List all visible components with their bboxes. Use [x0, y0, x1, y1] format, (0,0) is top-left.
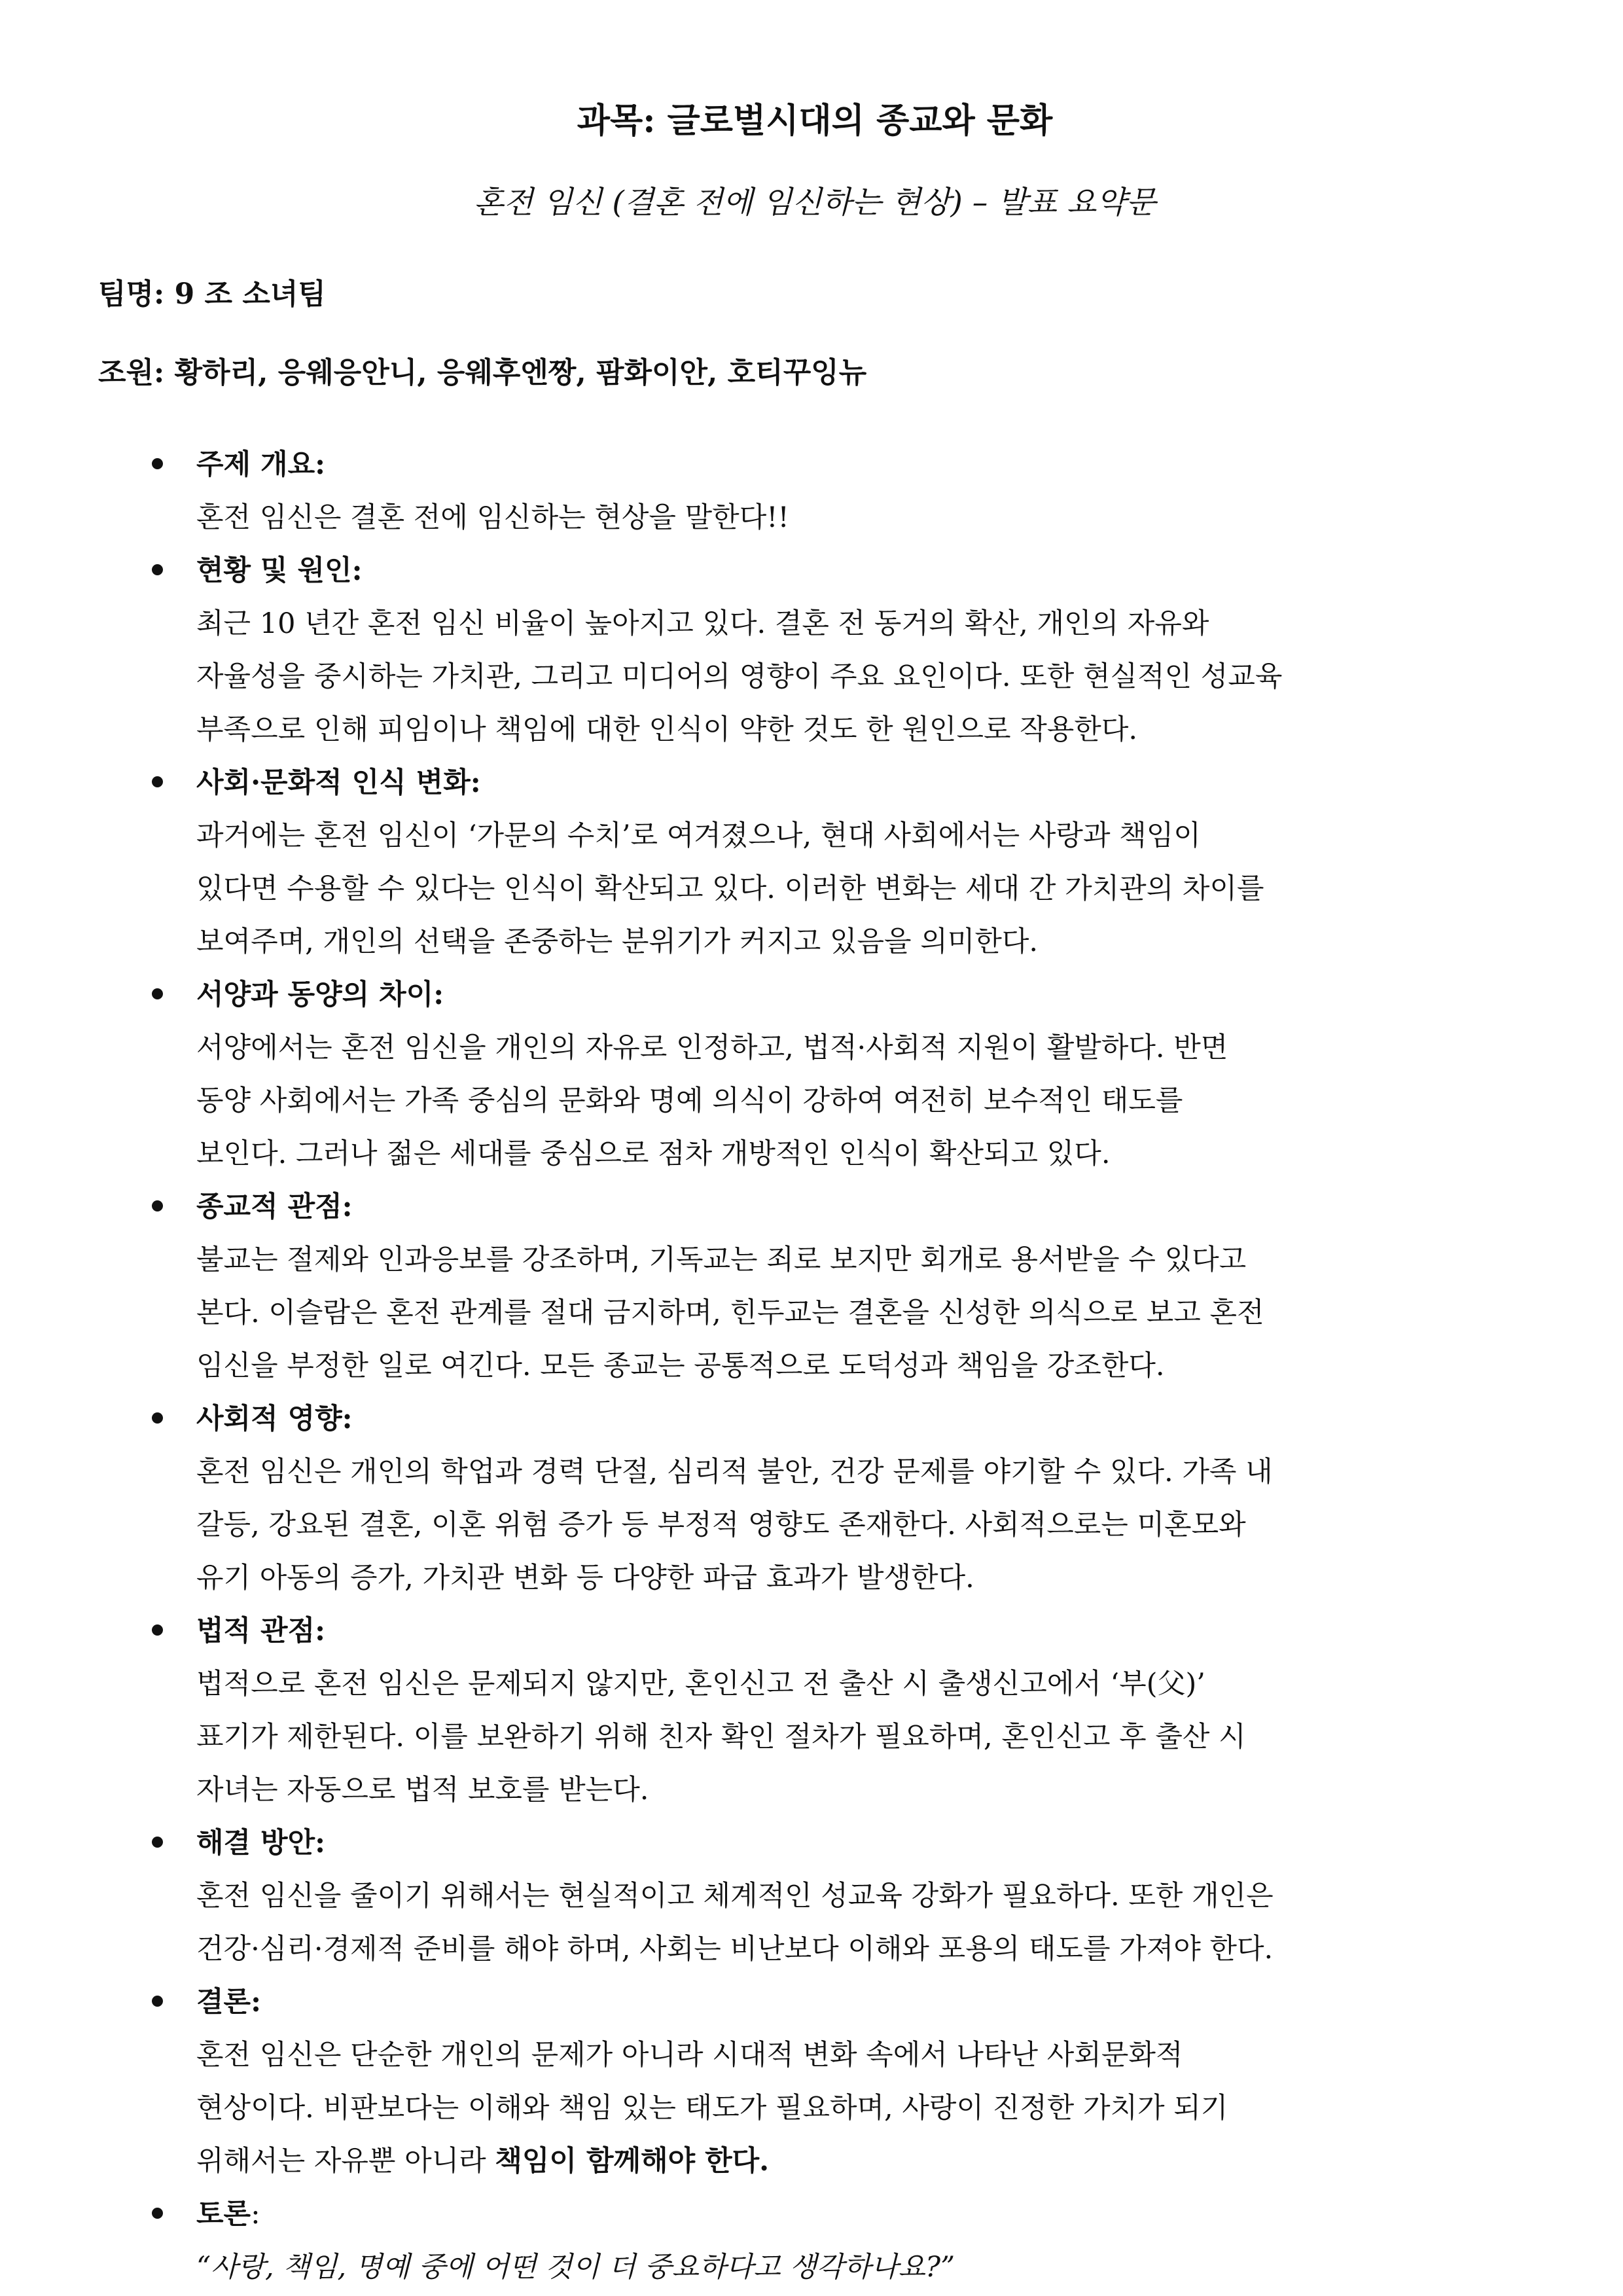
body-line	[196, 2135, 1531, 2188]
section-legal-perspective	[98, 1605, 1531, 1817]
bullet-icon	[152, 988, 163, 999]
body-line: 표기가 제한된다. 이를 보완하기 위해 친자 확인 절차가 필요하며, 혼인신고 후 출산 시	[196, 1721, 1246, 1753]
section-body	[196, 1870, 1531, 1976]
section-body	[196, 2029, 1531, 2188]
body-line: 혼전 임신은 개인의 학업과 경력 단절, 심리적 불안, 건강 문제를 야기할 수 있다. 가족 내	[196, 1456, 1273, 1488]
body-line: 최근 10 년간 혼전 임신 비율이 높아지고 있다. 결혼 전 동거의 확산, 개인의 자유와	[196, 607, 1209, 640]
body-line: 현상이다. 비판보다는 이해와 책임 있는 태도가 필요하며, 사랑이 진정한 가치가 되기	[196, 2092, 1228, 2125]
body-line: 보인다. 그러나 젊은 세대를 중심으로 점차 개방적인 인식이 확산되고 있다.	[196, 1138, 1111, 1170]
section-social-cultural-change	[98, 757, 1531, 969]
body-line: 서양에서는 혼전 임신을 개인의 자유로 인정하고, 법적·사회적 지원이 활발하다. 반면	[196, 1031, 1228, 1064]
section-body	[196, 810, 1531, 969]
body-line: 법적으로 혼전 임신은 문제되지 않지만, 혼인신고 전 출산 시 출생신고에서 ‘부(父)’	[196, 1668, 1205, 1700]
body-line: 부족으로 인해 피임이나 책임에 대한 인식이 약한 것도 한 원인으로 작용한다.	[196, 713, 1138, 746]
body-line: 보여주며, 개인의 선택을 존중하는 분위기가 커지고 있음을 의미한다.	[196, 925, 1039, 958]
body-line: 혼전 임신을 줄이기 위해서는 현실적이고 체계적인 성교육 강화가 필요하다. 또한 개인은	[196, 1880, 1274, 1912]
section-body	[196, 492, 1531, 545]
summary-sections	[98, 439, 1531, 2294]
section-religious-perspective	[98, 1181, 1531, 1393]
heading-colon: :	[251, 2198, 260, 2231]
body-line: 불교는 절제와 인과응보를 강조하며, 기독교는 죄로 보지만 회개로 용서받을 수 있다고	[196, 1244, 1247, 1276]
section-body	[196, 1658, 1531, 1817]
body-line: 혼전 임신은 결혼 전에 임신하는 현상을 말한다!!	[196, 501, 789, 534]
section-heading: 결론:	[196, 1986, 261, 2018]
bullet-icon	[152, 1624, 163, 1636]
section-heading: 서양과 동양의 차이:	[196, 978, 444, 1011]
body-line: 본다. 이슬람은 혼전 관계를 절대 금지하며, 힌두교는 결혼을 신성한 의식으로 보고 혼전	[196, 1297, 1264, 1329]
section-body	[196, 1234, 1531, 1393]
body-line: 있다면 수용할 수 있다는 인식이 확산되고 있다. 이러한 변화는 세대 간 가치관의 차이를	[196, 872, 1264, 905]
bullet-icon	[152, 1837, 163, 1848]
section-heading: 사회적 영향:	[196, 1403, 353, 1435]
section-body	[196, 2241, 1531, 2294]
presentation-subtitle: 혼전 임신 (결혼 전에 임신하는 현상) – 발표 요약문	[473, 185, 1156, 221]
body-line: 동양 사회에서는 가족 중심의 문화와 명예 의식이 강하여 여전히 보수적인 태도를	[196, 1085, 1183, 1117]
section-topic-overview	[98, 439, 1531, 545]
section-heading: 해결 방안:	[196, 1827, 325, 1859]
bullet-icon	[152, 2208, 163, 2219]
bullet-icon	[152, 776, 163, 787]
section-west-east-difference	[98, 969, 1531, 1181]
body-line: 혼전 임신은 단순한 개인의 문제가 아니라 시대적 변화 속에서 나타난 사회문화적	[196, 2039, 1183, 2072]
section-heading: 종교적 관점:	[196, 1191, 353, 1223]
bullet-icon	[152, 458, 163, 469]
bullet-icon	[152, 1996, 163, 2007]
document-page	[98, 92, 1531, 2294]
bullet-icon	[152, 1200, 163, 1211]
bullet-icon	[152, 564, 163, 575]
section-body	[196, 1446, 1531, 1605]
section-heading: 주제 개요:	[196, 448, 325, 481]
body-line: 임신을 부정한 일로 여긴다. 모든 종교는 공통적으로 도덕성과 책임을 강조한다.	[196, 1350, 1165, 1382]
heading-text: 토론	[196, 2198, 251, 2231]
section-discussion	[98, 2188, 1531, 2294]
bullet-icon	[152, 1412, 163, 1424]
section-body	[196, 598, 1531, 757]
body-text: 위해서는 자유뿐 아니라	[196, 2145, 495, 2178]
section-conclusion	[98, 1976, 1531, 2188]
body-line: 자율성을 중시하는 가치관, 그리고 미디어의 영향이 주요 요인이다. 또한 현실적인 성교육	[196, 660, 1283, 693]
body-line: 과거에는 혼전 임신이 ‘가문의 수치’로 여겨졌으나, 현대 사회에서는 사랑과 책임이	[196, 819, 1201, 852]
team-members: 조원: 황하리, 응웨응안니, 응웨후엔짱, 팜화이안, 호티꾸잉뉴	[98, 356, 867, 389]
section-heading: 법적 관점:	[196, 1615, 325, 1647]
section-heading: 사회·문화적 인식 변화:	[196, 766, 481, 799]
section-social-impact	[98, 1393, 1531, 1605]
body-line: 갈등, 강요된 결혼, 이혼 위험 증가 등 부정적 영향도 존재한다. 사회적으로는 미혼모와	[196, 1509, 1246, 1541]
section-status-causes	[98, 545, 1531, 757]
section-solutions	[98, 1817, 1531, 1976]
course-title: 과목: 글로벌시대의 종교와 문화	[577, 101, 1053, 141]
discussion-question: “사랑, 책임, 명예 중에 어떤 것이 더 중요하다고 생각하나요?”	[196, 2251, 955, 2284]
team-name: 팀명: 9 조 소녀팀	[98, 278, 326, 311]
section-body	[196, 1022, 1531, 1181]
body-line: 자녀는 자동으로 법적 보호를 받는다.	[196, 1774, 649, 1806]
section-heading: 현황 및 원인:	[196, 554, 363, 587]
body-line: 유기 아동의 증가, 가치관 변화 등 다양한 파급 효과가 발생한다.	[196, 1562, 974, 1594]
body-line: 건강·심리·경제적 준비를 해야 하며, 사회는 비난보다 이해와 포용의 태도를 가져야 한다.	[196, 1933, 1274, 1965]
section-heading	[196, 2188, 1531, 2241]
emphasis-text: 책임이 함께해야 한다.	[495, 2145, 770, 2178]
